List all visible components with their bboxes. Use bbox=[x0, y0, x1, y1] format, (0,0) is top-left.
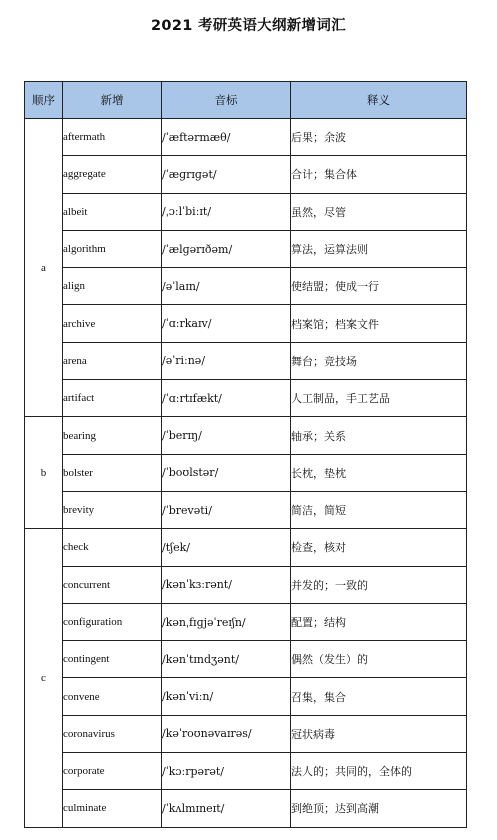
phonetic-cell: /tʃek/ bbox=[162, 529, 291, 566]
header-new-word: 新增 bbox=[63, 82, 162, 119]
phonetic-cell: /ˈɑːrtɪfækt/ bbox=[162, 380, 291, 417]
table-row bbox=[25, 566, 467, 603]
phonetic-cell: /ˈælɡərɪðəm/ bbox=[162, 230, 291, 267]
meaning-cell: 轴承；关系 bbox=[291, 417, 467, 454]
word-cell: archive bbox=[63, 305, 162, 342]
table-row bbox=[25, 715, 467, 752]
phonetic-cell: /kənˈtɪndʒənt/ bbox=[162, 641, 291, 678]
meaning-cell: 检查，核对 bbox=[291, 529, 467, 566]
meaning-cell: 并发的；一致的 bbox=[291, 566, 467, 603]
table-row bbox=[25, 753, 467, 790]
group-letter: b bbox=[25, 417, 63, 529]
phonetic-cell: /kənˌfɪɡjəˈreɪʃn/ bbox=[162, 603, 291, 640]
word-cell: contingent bbox=[63, 641, 162, 678]
group-letter: a bbox=[25, 119, 63, 417]
word-cell: brevity bbox=[63, 491, 162, 528]
table-row bbox=[25, 156, 467, 193]
word-cell: culminate bbox=[63, 790, 162, 827]
meaning-cell: 偶然（发生）的 bbox=[291, 641, 467, 678]
word-cell: align bbox=[63, 268, 162, 305]
page-title: 2021 考研英语大纲新增词汇 bbox=[151, 18, 346, 34]
table-row bbox=[25, 417, 467, 454]
table-row bbox=[25, 678, 467, 715]
meaning-cell: 后果；余波 bbox=[291, 119, 467, 156]
meaning-cell: 人工制品，手工艺品 bbox=[291, 380, 467, 417]
meaning-cell: 舞台；竞技场 bbox=[291, 342, 467, 379]
meaning-cell: 合计；集合体 bbox=[291, 156, 467, 193]
phonetic-cell: /ˈæftərmæθ/ bbox=[162, 119, 291, 156]
word-cell: albeit bbox=[63, 193, 162, 230]
phonetic-cell: /ˈberɪŋ/ bbox=[162, 417, 291, 454]
phonetic-cell: /ˈæɡrɪɡət/ bbox=[162, 156, 291, 193]
word-cell: bolster bbox=[63, 454, 162, 491]
table-row bbox=[25, 641, 467, 678]
table-row bbox=[25, 119, 467, 156]
word-cell: check bbox=[63, 529, 162, 566]
word-cell: configuration bbox=[63, 603, 162, 640]
group-letter: c bbox=[25, 529, 63, 827]
meaning-cell: 配置；结构 bbox=[291, 603, 467, 640]
table-row bbox=[25, 790, 467, 827]
header-meaning: 释义 bbox=[291, 82, 467, 119]
word-cell: artifact bbox=[63, 380, 162, 417]
vocab-table bbox=[24, 81, 467, 828]
word-cell: concurrent bbox=[63, 566, 162, 603]
word-cell: aftermath bbox=[63, 119, 162, 156]
table-row bbox=[25, 342, 467, 379]
table-row bbox=[25, 454, 467, 491]
meaning-cell: 冠状病毒 bbox=[291, 715, 467, 752]
table-row bbox=[25, 305, 467, 342]
meaning-cell: 召集，集合 bbox=[291, 678, 467, 715]
word-cell: convene bbox=[63, 678, 162, 715]
word-cell: coronavirus bbox=[63, 715, 162, 752]
meaning-cell: 到绝顶；达到高潮 bbox=[291, 790, 467, 827]
word-cell: arena bbox=[63, 342, 162, 379]
phonetic-cell: /kənˈviːn/ bbox=[162, 678, 291, 715]
phonetic-cell: /kənˈkɜːrənt/ bbox=[162, 566, 291, 603]
meaning-cell: 长枕，垫枕 bbox=[291, 454, 467, 491]
phonetic-cell: /ˈɑːrkaɪv/ bbox=[162, 305, 291, 342]
phonetic-cell: /ˈkʌlmɪneɪt/ bbox=[162, 790, 291, 827]
word-cell: aggregate bbox=[63, 156, 162, 193]
table-row bbox=[25, 529, 467, 566]
header-order: 顺序 bbox=[25, 82, 63, 119]
phonetic-cell: /ˈkɔːrpərət/ bbox=[162, 753, 291, 790]
phonetic-cell: /əˈlaɪn/ bbox=[162, 268, 291, 305]
meaning-cell: 法人的；共同的，全体的 bbox=[291, 753, 467, 790]
table-row bbox=[25, 603, 467, 640]
table-row bbox=[25, 230, 467, 267]
table-row bbox=[25, 268, 467, 305]
phonetic-cell: /ˈboʊlstər/ bbox=[162, 454, 291, 491]
meaning-cell: 算法，运算法则 bbox=[291, 230, 467, 267]
word-cell: corporate bbox=[63, 753, 162, 790]
phonetic-cell: /əˈriːnə/ bbox=[162, 342, 291, 379]
phonetic-cell: /ˈbrevəti/ bbox=[162, 491, 291, 528]
table-header-row bbox=[25, 82, 467, 119]
meaning-cell: 档案馆；档案文件 bbox=[291, 305, 467, 342]
phonetic-cell: /kəˈroʊnəvaɪrəs/ bbox=[162, 715, 291, 752]
word-cell: bearing bbox=[63, 417, 162, 454]
word-cell: algorithm bbox=[63, 230, 162, 267]
phonetic-cell: /ˌɔːlˈbiːɪt/ bbox=[162, 193, 291, 230]
table-row bbox=[25, 491, 467, 528]
header-phonetic: 音标 bbox=[162, 82, 291, 119]
meaning-cell: 使结盟；使成一行 bbox=[291, 268, 467, 305]
table-row bbox=[25, 380, 467, 417]
meaning-cell: 虽然，尽管 bbox=[291, 193, 467, 230]
table-row bbox=[25, 193, 467, 230]
meaning-cell: 简洁，简短 bbox=[291, 491, 467, 528]
